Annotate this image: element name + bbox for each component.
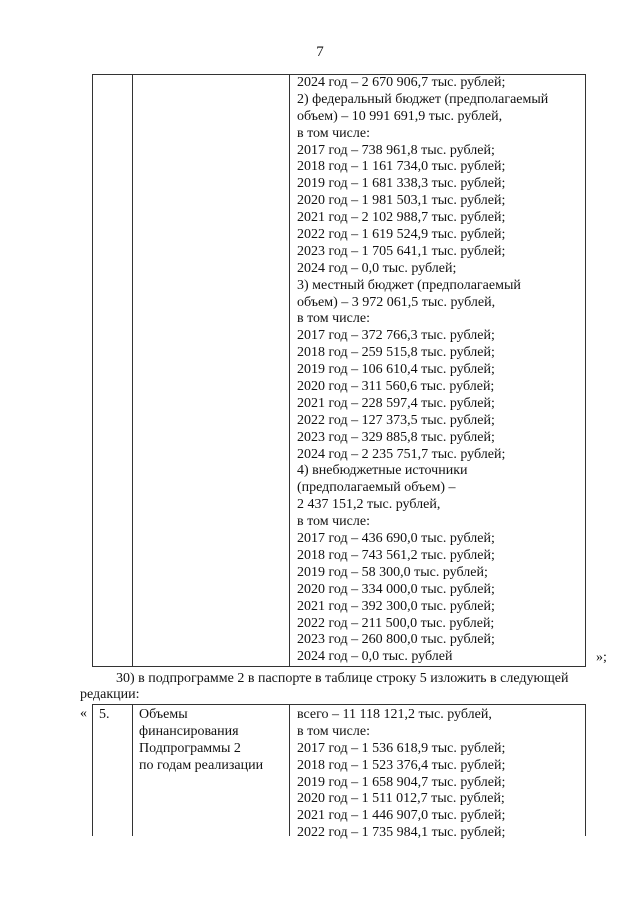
table-line: 2021 год – 2 102 988,7 тыс. рублей; xyxy=(297,210,506,226)
row-value-line: 2018 год – 1 523 376,4 тыс. рублей; xyxy=(297,757,506,773)
table-line: 4) внебюджетные источники xyxy=(297,463,468,479)
table-line: объем) – 3 972 061,5 тыс. рублей, xyxy=(297,294,496,310)
table-line: 2024 год – 0,0 тыс. рублей; xyxy=(297,260,457,276)
table-line: в том числе: xyxy=(297,311,370,327)
page-number: 7 xyxy=(316,44,324,60)
table-line: 2019 год – 58 300,0 тыс. рублей; xyxy=(297,564,488,580)
table-line: 2019 год – 106 610,4 тыс. рублей; xyxy=(297,362,495,378)
table-line: 2018 год – 1 161 734,0 тыс. рублей; xyxy=(297,159,506,175)
table-line: (предполагаемый объем) – xyxy=(297,480,456,496)
table-line: 2024 год – 0,0 тыс. рублей xyxy=(297,649,453,665)
table-line: 2020 год – 1 981 503,1 тыс. рублей; xyxy=(297,193,506,209)
row-value-line: всего – 11 118 121,2 тыс. рублей, xyxy=(297,707,492,722)
row-value-line: 2021 год – 1 446 907,0 тыс. рублей; xyxy=(297,808,506,824)
financing-table-row-5 xyxy=(92,704,586,841)
row-value-line: в том числе: xyxy=(297,723,370,739)
table-line: 2023 год – 329 885,8 тыс. рублей; xyxy=(297,429,495,445)
table-line: 2023 год – 260 800,0 тыс. рублей; xyxy=(297,632,495,648)
table-line: 2020 год – 311 560,6 тыс. рублей; xyxy=(297,379,495,395)
table-line: 2017 год – 738 961,8 тыс. рублей; xyxy=(297,142,495,158)
row-name-line: финансирования xyxy=(139,724,239,739)
table-column-values xyxy=(297,75,583,666)
table-column-name xyxy=(133,75,290,666)
table-line: 3) местный бюджет (предполагаемый xyxy=(297,277,521,293)
table-line: 2017 год – 372 766,3 тыс. рублей; xyxy=(297,328,495,344)
amendment-paragraph-line-1: 30) в подпрограмме 2 в паспорте в таблице строку 5 изложить в следующей xyxy=(116,671,569,686)
table-line: в том числе: xyxy=(297,514,370,530)
row-value-line: 2022 год – 1 735 984,1 тыс. рублей; xyxy=(297,825,506,841)
opening-quote: « xyxy=(80,706,87,721)
table-line: в том числе: xyxy=(297,125,370,141)
table-line: 2020 год – 334 000,0 тыс. рублей; xyxy=(297,581,495,597)
table-line: объем) – 10 991 691,9 тыс. рублей, xyxy=(297,108,503,124)
row-name-line: Объемы xyxy=(139,707,188,722)
table-line: 2021 год – 228 597,4 тыс. рублей; xyxy=(297,395,495,411)
table-line: 2) федеральный бюджет (предполагаемый xyxy=(297,91,549,107)
table-line: 2017 год – 436 690,0 тыс. рублей; xyxy=(297,531,495,547)
row-value-line: 2020 год – 1 511 012,7 тыс. рублей; xyxy=(297,791,505,807)
table-line: 2018 год – 259 515,8 тыс. рублей; xyxy=(297,345,495,361)
row-name-line: Подпрограммы 2 xyxy=(139,741,241,756)
financing-table-continued xyxy=(92,74,586,667)
table-line: 2024 год – 2 235 751,7 тыс. рублей; xyxy=(297,446,506,462)
table-line: 2023 год – 1 705 641,1 тыс. рублей; xyxy=(297,243,506,259)
table-column-number xyxy=(93,75,133,666)
table-line: 2021 год – 392 300,0 тыс. рублей; xyxy=(297,598,495,614)
table-line: 2022 год – 127 373,5 тыс. рублей; xyxy=(297,412,495,428)
table-line: 2 437 151,2 тыс. рублей, xyxy=(297,497,441,513)
amendment-paragraph-line-2: редакции: xyxy=(80,687,140,702)
table-line: 2019 год – 1 681 338,3 тыс. рублей; xyxy=(297,176,506,192)
table-line: 2018 год – 743 561,2 тыс. рублей; xyxy=(297,547,495,563)
row-values xyxy=(297,707,583,842)
row-name xyxy=(133,705,290,836)
row-value-line: 2017 год – 1 536 618,9 тыс. рублей; xyxy=(297,740,506,756)
table-line: 2024 год – 2 670 906,7 тыс. рублей; xyxy=(297,75,506,90)
row-value-line: 2019 год – 1 658 904,7 тыс. рублей; xyxy=(297,774,506,790)
closing-quote: »; xyxy=(596,650,607,665)
table-line: 2022 год – 1 619 524,9 тыс. рублей; xyxy=(297,227,506,243)
row-number: 5. xyxy=(93,705,133,836)
row-name-line: по годам реализации xyxy=(139,758,264,773)
table-line: 2022 год – 211 500,0 тыс. рублей; xyxy=(297,615,495,631)
